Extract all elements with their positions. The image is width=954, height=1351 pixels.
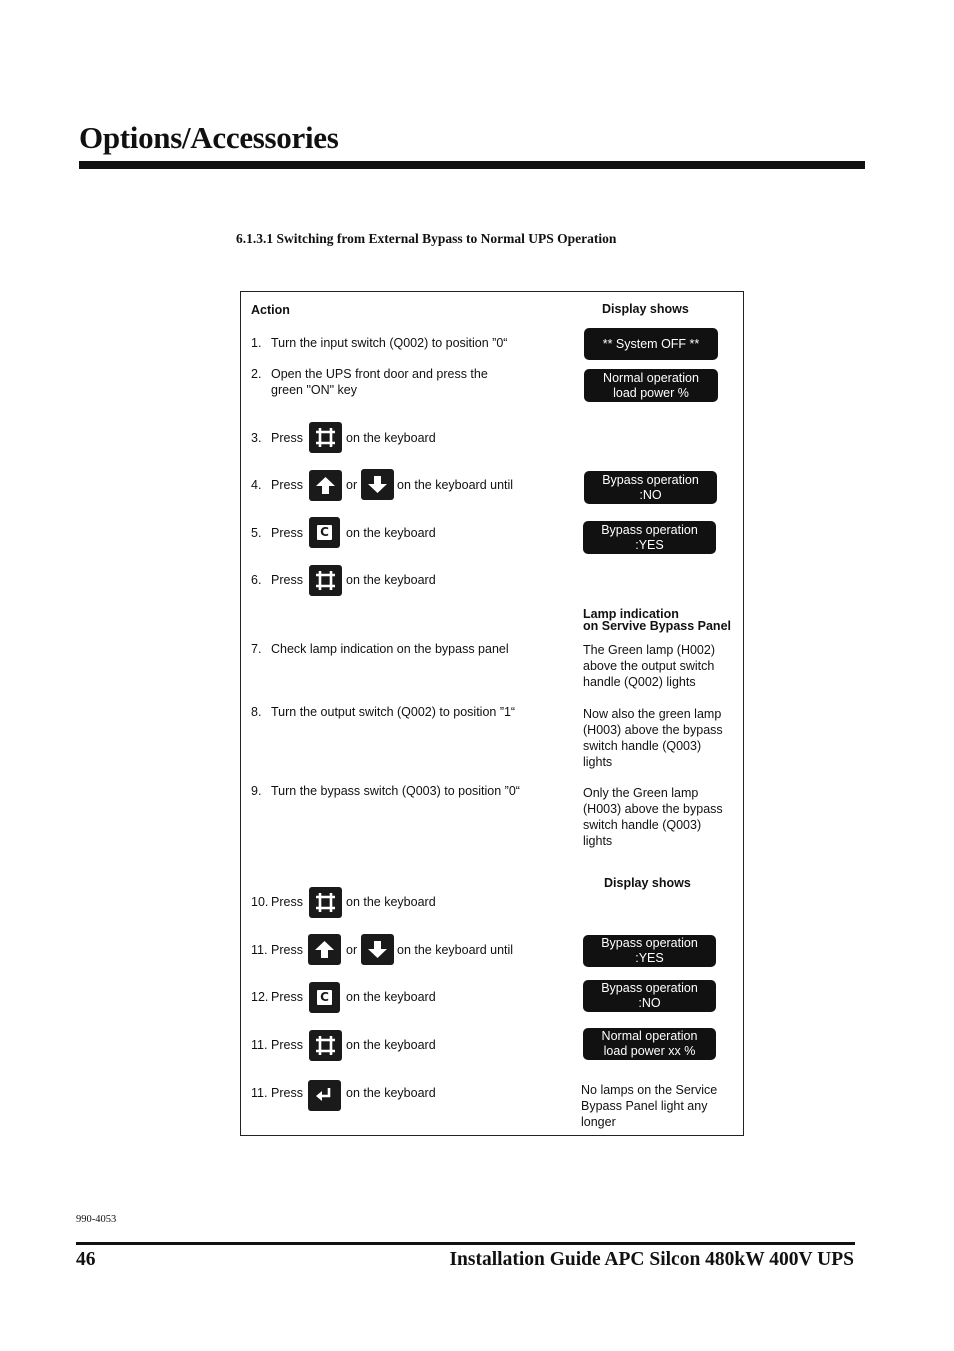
display-bypass-no: [584, 471, 717, 504]
display-normal-operation: [584, 369, 718, 402]
step-9-text: Turn the bypass switch (Q003) to position ”0“: [271, 784, 520, 798]
lamp-indication: Only the Green lamp (H003) above the bypass switch handle (Q003) lights: [583, 786, 723, 848]
title-rule: [79, 161, 865, 169]
step-11-number: 11.: [251, 943, 268, 957]
keyboard-text: on the keyboard: [346, 990, 436, 1004]
document-number: 990-4053: [76, 1214, 117, 1225]
clear-key: [309, 517, 340, 548]
menu-frame-icon: [315, 427, 336, 448]
footer-rule: [76, 1242, 855, 1245]
step-2-text-line1: Open the UPS front door and press the: [271, 367, 488, 381]
keyboard-text: on the keyboard: [346, 1038, 436, 1052]
step-5-number: 5.: [251, 526, 262, 540]
arrow-down-icon: [367, 475, 388, 494]
press-word: Press: [271, 895, 303, 909]
display-bypass-yes: [583, 935, 716, 967]
step-10-number: 10.: [251, 895, 269, 909]
display-header: Display shows: [602, 302, 689, 316]
step-8-text: Turn the output switch (Q002) to position ”1“: [271, 705, 516, 719]
step-1-number: 1.: [251, 336, 262, 350]
keyboard-text: on the keyboard: [346, 431, 436, 445]
keyboard-text: on the keyboard: [346, 1086, 436, 1100]
down-arrow-key: [361, 469, 394, 500]
display-bypass-no: [583, 980, 716, 1012]
or-word: or: [346, 478, 358, 492]
press-word: Press: [271, 943, 303, 957]
step-7-number: 7.: [251, 642, 262, 656]
up-arrow-key: [308, 934, 341, 965]
display-line: Bypass operation: [601, 522, 698, 537]
step-2-number: 2.: [251, 367, 262, 381]
keyboard-text: on the keyboard: [346, 526, 436, 540]
step-4-number: 4.: [251, 478, 262, 492]
press-word: Press: [271, 573, 303, 587]
lamp-indication: No lamps on the Service Bypass Panel light any longer: [581, 1083, 718, 1129]
menu-frame-icon: [315, 1035, 336, 1056]
display-line: load power xx %: [603, 1044, 696, 1058]
up-arrow-key: [309, 470, 342, 501]
display-line: ** System OFF **: [602, 336, 700, 351]
action-header: Action: [251, 303, 290, 317]
menu-frame-icon: [315, 570, 336, 591]
keyboard-text: on the keyboard: [346, 895, 436, 909]
keyboard-text: on the keyboard: [346, 573, 436, 587]
step-8-number: 8.: [251, 705, 262, 719]
step-6-number: 6.: [251, 573, 262, 587]
step-9-number: 9.: [251, 784, 262, 798]
display-line: :YES: [635, 537, 664, 552]
lamp-header-line1: Lamp indication: [583, 607, 679, 621]
keyboard-until-text: on the keyboard until: [397, 943, 514, 957]
down-arrow-key: [361, 934, 394, 965]
lamp-indication: The Green lamp (H002) above the output switch handle (Q002) lights: [583, 643, 716, 689]
enter-arrow-icon: [315, 1086, 335, 1105]
c-key-icon: C: [317, 990, 332, 1005]
lamp-header-line2: on Servive Bypass Panel: [583, 619, 731, 633]
display-line: Normal operation: [603, 370, 699, 385]
section-heading: 6.1.3.1 Switching from External Bypass to Normal UPS Operation: [236, 231, 617, 246]
step-7-text: Check lamp indication on the bypass panel: [271, 642, 509, 656]
step-11-number: 11.: [251, 1038, 268, 1052]
step-2-text-line2: green "ON" key: [271, 383, 357, 397]
enter-key: [308, 1080, 341, 1111]
press-word: Press: [271, 990, 303, 1004]
display-line: :NO: [638, 996, 661, 1010]
display-normal-operation: [583, 1028, 716, 1060]
arrow-up-icon: [314, 940, 335, 959]
step-11-number: 11.: [251, 1086, 268, 1100]
arrow-down-icon: [367, 940, 388, 959]
display-line: load power %: [613, 385, 689, 400]
press-word: Press: [271, 526, 303, 540]
step-12-number: 12.: [251, 990, 269, 1004]
menu-key: [309, 887, 342, 918]
c-key-icon: C: [317, 525, 332, 540]
press-word: Press: [271, 431, 303, 445]
display-line: Normal operation: [601, 1029, 698, 1043]
arrow-up-icon: [315, 476, 336, 495]
press-word: Press: [271, 478, 303, 492]
menu-frame-icon: [315, 892, 336, 913]
display-line: Bypass operation: [602, 472, 699, 487]
guide-title: Installation Guide APC Silcon 480kW 400V UPS: [449, 1249, 854, 1270]
press-word: Press: [271, 1086, 303, 1100]
lamp-indication: Now also the green lamp (H003) above the bypass switch handle (Q003) lights: [583, 707, 723, 769]
page-title: Options/Accessories: [79, 120, 339, 155]
display-system-off: [584, 328, 718, 360]
display-header-2: Display shows: [604, 876, 691, 890]
step-3-number: 3.: [251, 431, 262, 445]
display-bypass-yes: [583, 521, 716, 554]
menu-key: [309, 1030, 342, 1061]
display-line: Bypass operation: [601, 981, 698, 995]
display-line: :YES: [635, 951, 664, 965]
clear-key: [309, 982, 340, 1013]
step-1-text: Turn the input switch (Q002) to position ”0“: [271, 336, 508, 350]
page-number: 46: [76, 1249, 96, 1270]
or-word: or: [346, 943, 358, 957]
keyboard-until-text: on the keyboard until: [397, 478, 514, 492]
display-line: Bypass operation: [601, 936, 698, 950]
menu-key: [309, 565, 342, 596]
display-line: :NO: [639, 487, 662, 502]
press-word: Press: [271, 1038, 303, 1052]
menu-key: [309, 422, 342, 453]
